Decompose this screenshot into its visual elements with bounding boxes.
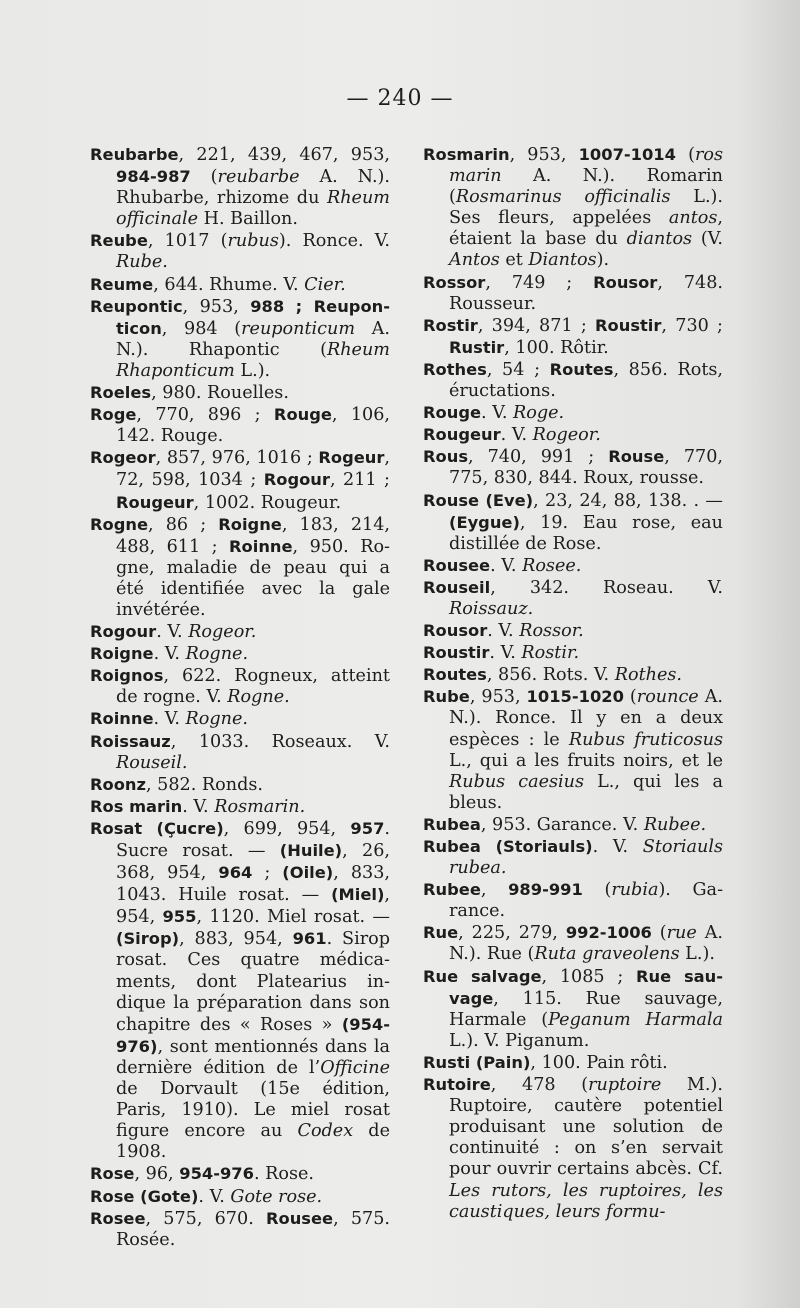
entry-text: . V. [500,425,533,446]
entry-italic-text: Storiauls rubea. [449,837,724,879]
entry-headword: (Oile) [282,863,334,883]
entry-text: L., qui les a bleus. [449,771,723,813]
entry-text: , 770, 896 ; [136,405,274,426]
entry-text: . V. [156,622,189,643]
entry-headword: Roigne [218,514,282,534]
entry-text: , 342. Roseau. V. [490,577,723,598]
entry-text: , 394, 871 ; [477,315,596,336]
entry-text: . V. [182,796,215,817]
entry-text: ; [252,863,283,884]
entry-italic-text: Peganum Harmala [548,1009,723,1030]
entry-text: , 980. Rouelles. [151,383,289,404]
entry-text: L.). [234,360,271,381]
entry-italic-text: Rothes. [614,665,683,686]
entry-italic-text: rounce [636,687,699,708]
entry-headword: 964 [218,863,253,883]
entry-text: , 953, [469,687,527,708]
entry-italic-text: Rogeor. [532,425,601,446]
entry-text: ( [675,145,695,165]
entry-text: ). [596,250,610,271]
entry-text: A. N.). Ronce. Il y en a deux espèces : le [449,687,723,750]
entry-text: , 984 ( [161,318,242,339]
glossary-entry [90,774,390,796]
entry-italic-text: rubus [227,231,279,252]
entry-text: , 856. Rots. V. [486,665,615,686]
entry-italic-text: reubarbe [217,167,300,188]
entry-headword: Rubea [423,814,481,834]
entry-italic-text: Roissauz. [449,598,534,619]
entry-headword: 988 ; Reuponticon [116,296,390,338]
entry-italic-text: Antos [449,250,500,271]
entry-headword: 1007-1014 [578,145,676,164]
glossary-entry [90,1163,390,1185]
entry-text: A. N.). Rue ( [449,923,723,965]
entry-text: , 72, 598, 1034 ; [116,448,390,491]
entry-text: , 857, 976, 1016 ; [155,448,319,469]
entry-headword: 1015-1020 [526,687,624,707]
entry-text: , 953. Garance. V. [480,814,644,835]
entry-italic-text: Rogne. [227,687,290,708]
glossary-entry [423,1052,723,1074]
entry-headword: Rouse (Eve) [423,490,534,510]
entry-headword: Routes [549,359,614,379]
entry-text: de Dorvault (15e édition, Paris, 1910). Le miel rosat figure encore au [116,1079,390,1142]
page-number: — 240 — [346,86,454,111]
entry-headword: 984-987 [116,167,191,187]
entry-text: . V. [153,644,186,665]
entry-text: , 954, [116,885,390,928]
entry-italic-text: Codex [297,1121,354,1142]
entry-text: A. N.). Rhubarbe, rhizome du [116,167,390,209]
entry-headword: (Eygue) [449,512,520,532]
entry-italic-text: Rosmarin. [214,796,306,817]
entry-text: . V. [481,403,514,424]
right-column [423,144,723,1223]
entry-text: , 221, 439, 467, 953, [178,145,390,165]
entry-text: , 575. Rosée. [116,1208,391,1250]
entry-text: , 953, [509,145,579,165]
entry-italic-text: ruptoire [588,1075,662,1096]
entry-text: , 19. Eau rose, eau distillée de Rose. [449,512,723,554]
glossary-entry [423,664,723,686]
entry-text: , 1120. Miel rosat. — [196,907,390,928]
entry-text: . V. [489,643,522,664]
entry-italic-text: Roge. [513,403,565,424]
entry-headword: Rougeur [423,425,501,445]
entry-headword: (Huile) [279,841,343,860]
glossary-entry [423,966,723,1052]
entry-headword: Rue salvage [423,966,542,986]
entry-headword: Rouseil [423,577,491,597]
entry-text: , 740, 991 ; [468,447,609,468]
entry-text: H. Baillon. [198,209,298,230]
entry-italic-text: Rosee. [522,555,582,576]
entry-headword: Rougeur [116,492,194,512]
entry-text: L., qui a les fruits noirs, et le [449,750,723,771]
glossary-entry [90,1208,390,1251]
entry-text: , 582. Ronds. [145,774,263,795]
entry-headword: Rouse [608,447,665,467]
entry-text: , 106, 142. Rouge. [116,405,390,447]
entry-text: , 749 ; [485,272,594,293]
entry-headword: Rutoire [423,1075,491,1095]
entry-headword: Routes [423,665,487,685]
entry-headword: Rossor [423,272,486,292]
entry-text: , 644. Rhume. V. [153,274,305,295]
entry-headword: Roustir [423,643,490,663]
entry-text: ( [582,880,612,901]
entry-italic-text: Rheum officinale [116,188,390,230]
entry-italic-text: Rogne. [185,709,248,730]
entry-text: (V. [692,229,724,250]
glossary-entry [423,144,723,272]
entry-headword: Rusti (Pain) [423,1052,531,1072]
entry-italic-text: Les rutors, les ruptoires, les caustiques, leurs formu- [449,1180,723,1222]
entry-headword: 961 [292,929,327,949]
entry-text: , 770, 775, 830, 844. Roux, rousse. [449,447,723,489]
entry-italic-text: Rubee. [643,814,707,835]
left-column [90,144,390,1251]
entry-text: A. N.). Romarin ( [449,166,723,208]
glossary-entry [90,708,390,730]
entry-text: , 883, 954, [179,929,293,950]
entry-text: , 26, 368, 954, [116,841,390,884]
glossary-entry [90,514,390,621]
entry-headword: Roonz [90,774,146,794]
entry-text: A. N.). Rhapontic ( [116,318,390,360]
entry-text: , 1017 ( [147,231,228,252]
entry-italic-text: Rheum Rhaponticum [116,339,390,381]
entry-headword: Rouge [423,403,482,423]
entry-text: , 96, [134,1164,180,1185]
entry-text: , sont mentionnés dans la dernière édition de l’ [116,1036,390,1078]
entry-italic-text: diantos [626,229,693,250]
entry-headword: (Miel) [331,885,385,905]
glossary-entry [90,1186,390,1208]
glossary-entry [423,446,723,489]
glossary-entry [90,296,390,382]
entry-headword: Rube [423,687,470,707]
entry-headword: Ros marin [90,796,183,816]
entry-italic-text: rue [666,923,697,944]
entry-text: , 115. Rue sauvage, Harmale ( [449,988,723,1030]
entry-headword: Rousee [265,1208,334,1228]
entry-headword: Rothes [423,359,487,379]
entry-italic-text: Officine [320,1057,390,1078]
glossary-entry [423,1074,723,1223]
entry-headword: 954-976 [179,1164,254,1184]
entry-text: , 856. Rots, éructations. [449,359,724,402]
entry-headword: (954-976) [116,1014,390,1056]
glossary-entry [423,879,723,922]
glossary-entry [423,836,723,879]
entry-italic-text: antos [668,208,718,229]
glossary-entry [423,490,723,555]
entry-italic-text: reuponticum [241,318,356,339]
entry-headword: Rousor [423,621,488,641]
entry-text: , 225, 279, [458,923,566,944]
glossary-entry [423,272,723,315]
entry-italic-text: Rostir. [521,643,580,664]
glossary-entry [90,665,390,708]
entry-text: , 748. Rousseur. [449,272,723,314]
glossary-entry [90,230,390,273]
entry-italic-text: Rubus fruticosus [568,729,724,750]
entry-italic-text: ros marin [449,145,723,187]
entry-italic-text: Diantos [528,250,597,271]
entry-italic-text: Ruta graveolens [534,944,680,965]
entry-italic-text: Cier. [304,274,346,295]
entry-text: , 575, 670. [145,1208,266,1229]
entry-headword: Roeles [90,383,152,403]
entry-text: , 953, [182,296,251,317]
entry-italic-text: Rosmarinus officinalis [455,187,671,208]
entry-text: , 100. Rôtir. [504,337,609,358]
entry-italic-text: Rube. [116,252,168,273]
entry-headword: Reubarbe [90,145,179,164]
entry-headword: Roinne [229,536,293,556]
glossary-entry [90,621,390,643]
glossary-entry [423,555,723,577]
entry-text: , 730 ; [661,315,723,336]
entry-headword: Roustir [595,315,662,335]
entry-headword: Roinne [90,709,154,729]
entry-text: . V. [592,837,643,857]
entry-headword: Rubee [423,880,481,900]
glossary-entry [423,577,723,620]
entry-text: , 211 ; [329,470,390,491]
glossary-entry [423,315,723,359]
entry-text: , [480,880,509,901]
entry-text: , 622. Rogneux, atteint de rogne. V. [116,666,390,708]
glossary-entry [90,274,390,296]
entry-text: ). Ronce. V. [278,231,390,252]
entry-headword: Rosat (Çucre) [90,818,224,838]
glossary-entry [90,731,390,774]
entry-text: , 1002. Rougeur. [193,492,342,513]
entry-headword: Reume [90,274,154,294]
entry-italic-text: Gote rose. [230,1186,323,1207]
entry-text: ( [623,687,637,708]
entry-headword: Roissauz [90,731,171,751]
entry-headword: Rogeor [90,448,156,468]
entry-text: ). Garance. [449,880,724,922]
entry-headword: Rose (Gote) [90,1186,199,1206]
entry-headword: Rosmarin [423,145,510,164]
entry-italic-text: Rouseil. [116,752,188,773]
glossary-entry [90,404,390,447]
entry-text: , étaient la base du [449,208,723,250]
glossary-entry [423,620,723,642]
entry-headword: Rogne [90,514,149,534]
entry-text: et [499,250,529,271]
entry-text: ( [190,167,218,188]
entry-text: ( [651,923,667,944]
entry-text: . Rose. [253,1164,315,1185]
entry-headword: Rose [90,1164,135,1184]
glossary-entry [90,382,390,404]
entry-italic-text: Rogne. [185,644,249,665]
entry-text: M.). Ruptoire, cautère potentiel produisant une solution de continuité : on s’en servait pour ouvrir certains abcès. Cf. [449,1075,723,1180]
entry-headword: (Sirop) [116,929,180,949]
entry-headword: Rogeur [318,448,385,468]
entry-headword: Rostir [423,315,478,335]
entry-text: , 1085 ; [541,966,636,987]
entry-headword: Rustir [449,337,505,357]
entry-headword: 957 [350,818,385,838]
glossary-entry [423,814,723,836]
entry-italic-text: Rossor. [519,621,584,642]
entry-headword: Rousor [593,272,658,292]
glossary-entry [90,818,390,1164]
entry-headword: Rue [423,923,459,943]
entry-headword: 989-991 [508,880,583,900]
entry-headword: 955 [162,907,197,927]
glossary-entry [90,144,390,230]
entry-text: , 950. Rogne, maladie de peau qui a été identifiée avec la gale invétérée. [116,536,390,620]
entry-headword: Roge [90,405,137,425]
glossary-entry [423,642,723,664]
entry-text: . Sirop rosat. Ces quatre médicaments, dont Platearius indique la préparation dans son chapitre des « Roses » [116,929,390,1035]
entry-headword: Roigne [90,644,154,664]
glossary-entry [90,447,390,513]
entry-italic-text: Rogeor. [188,622,257,643]
entry-headword: Rous [423,447,469,467]
glossary-entry [423,922,723,965]
entry-text: L.). [679,944,715,965]
entry-text: , 183, 214, 488, 611 ; [116,514,390,557]
entry-text: , 86 ; [148,514,219,535]
entry-text: . V. [153,709,186,730]
entry-headword: Rogour [90,622,157,642]
glossary-entry [423,402,723,424]
entry-text: . V. [487,621,520,642]
glossary-entry [423,686,723,814]
entry-headword: Rogour [263,470,330,490]
glossary-entry [423,359,723,402]
entry-text: , 833, 1043. Huile rosat. — [116,863,390,906]
entry-headword: Reupontic [90,296,183,316]
entry-headword: Rouge [273,405,332,425]
entry-headword: Roignos [90,666,164,686]
entry-headword: Rosee [90,1208,146,1228]
entry-headword: 992-1006 [565,923,652,943]
glossary-entry [90,643,390,665]
entry-italic-text: rubia [611,880,659,901]
entry-text: , 23, 24, 88, 138. . — [533,490,724,511]
entry-text: , 1033. Roseaux. V. [170,731,390,752]
entry-headword: Reube [90,231,148,251]
entry-text: . V. [490,555,523,576]
entry-text: , 478 ( [490,1075,589,1096]
entry-headword: Rubea (Storiauls) [423,837,593,856]
glossary-entry [423,424,723,446]
glossary-entry [90,796,390,818]
entry-text: , 699, 954, [223,818,351,839]
entry-text: . Sucre rosat. — [116,818,390,861]
entry-text: de 1908. [116,1121,390,1163]
entry-italic-text: Rubus caesius [449,771,585,792]
entry-headword: Rousee [423,555,491,575]
entry-headword: Rue sauvage [449,966,724,1008]
entry-text: L.). V. Piganum. [449,1030,590,1051]
entry-text: L.). Ses fleurs, appelées [449,187,723,229]
entry-text: , 54 ; [486,359,550,380]
entry-text: , 100. Pain rôti. [530,1052,668,1073]
entry-text: . V. [198,1186,231,1207]
